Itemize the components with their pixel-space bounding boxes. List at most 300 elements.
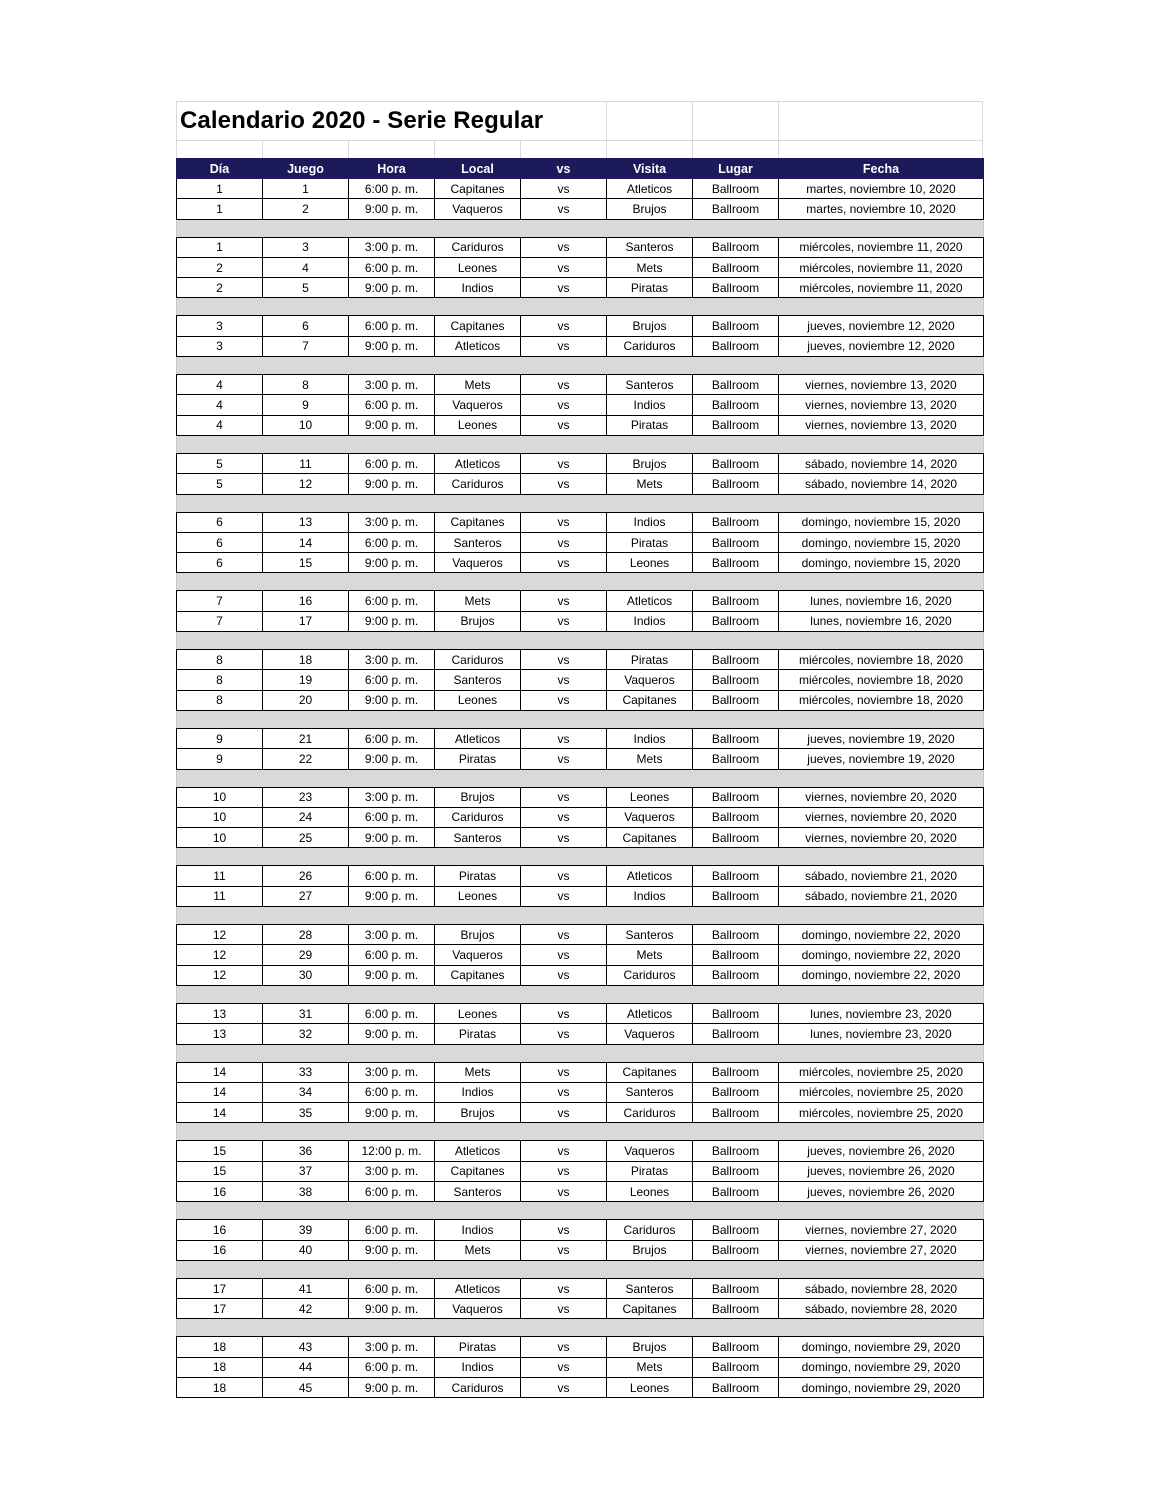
cell-visita: Vaqueros [607,807,693,827]
cell-local: Capitanes [435,512,521,532]
cell-fecha: miércoles, noviembre 25, 2020 [779,1082,984,1102]
cell-juego: 40 [263,1240,349,1260]
cell-visita: Cariduros [607,1220,693,1240]
cell-dia: 10 [177,828,263,848]
table-row [177,316,984,336]
cell-lugar: Ballroom [693,1082,779,1102]
cell-juego: 32 [263,1024,349,1044]
cell-local: Atleticos [435,453,521,473]
cell-fecha: martes, noviembre 10, 2020 [779,179,984,199]
cell-local: Piratas [435,1024,521,1044]
cell-lugar: Ballroom [693,1378,779,1398]
header-fecha: Fecha [779,159,984,179]
cell-vs: vs [521,278,607,298]
cell-visita: Santeros [607,1082,693,1102]
table-row [177,278,984,298]
separator-cell [177,494,984,512]
cell-visita: Mets [607,945,693,965]
cell-hora: 6:00 p. m. [349,453,435,473]
cell-dia: 7 [177,591,263,611]
cell-juego: 11 [263,453,349,473]
cell-vs: vs [521,1220,607,1240]
header-visita: Visita [607,159,693,179]
cell-vs: vs [521,257,607,277]
cell-local: Capitanes [435,965,521,985]
cell-local: Vaqueros [435,395,521,415]
cell-juego: 44 [263,1357,349,1377]
table-row [177,1220,984,1240]
table-row [177,1181,984,1201]
table-row [177,1141,984,1161]
cell-juego: 12 [263,474,349,494]
cell-visita: Indios [607,886,693,906]
cell-visita: Atleticos [607,591,693,611]
separator-row [177,985,984,1003]
cell-fecha: domingo, noviembre 22, 2020 [779,925,984,945]
separator-row [177,1123,984,1141]
cell-local: Cariduros [435,474,521,494]
cell-lugar: Ballroom [693,1181,779,1201]
cell-lugar: Ballroom [693,828,779,848]
cell-dia: 2 [177,257,263,277]
cell-vs: vs [521,591,607,611]
header-lugar: Lugar [693,159,779,179]
cell-local: Atleticos [435,1141,521,1161]
table-row [177,886,984,906]
cell-lugar: Ballroom [693,749,779,769]
separator-cell [177,769,984,787]
table-row [177,336,984,356]
cell-fecha: viernes, noviembre 13, 2020 [779,395,984,415]
cell-hora: 9:00 p. m. [349,199,435,219]
cell-lugar: Ballroom [693,1299,779,1319]
cell-fecha: domingo, noviembre 29, 2020 [779,1337,984,1357]
cell-hora: 6:00 p. m. [349,1181,435,1201]
cell-juego: 5 [263,278,349,298]
cell-local: Santeros [435,670,521,690]
cell-lugar: Ballroom [693,945,779,965]
cell-juego: 20 [263,690,349,710]
cell-visita: Piratas [607,278,693,298]
cell-visita: Atleticos [607,866,693,886]
cell-dia: 6 [177,532,263,552]
cell-fecha: sábado, noviembre 14, 2020 [779,474,984,494]
cell-lugar: Ballroom [693,787,779,807]
cell-visita: Piratas [607,1161,693,1181]
cell-hora: 3:00 p. m. [349,512,435,532]
separator-row [177,1202,984,1220]
cell-local: Mets [435,1240,521,1260]
cell-local: Cariduros [435,650,521,670]
cell-dia: 14 [177,1103,263,1123]
cell-visita: Mets [607,474,693,494]
cell-juego: 9 [263,395,349,415]
cell-lugar: Ballroom [693,1062,779,1082]
cell-dia: 5 [177,474,263,494]
cell-vs: vs [521,375,607,395]
cell-vs: vs [521,512,607,532]
cell-hora: 9:00 p. m. [349,336,435,356]
cell-lugar: Ballroom [693,415,779,435]
cell-vs: vs [521,1082,607,1102]
cell-fecha: martes, noviembre 10, 2020 [779,199,984,219]
cell-vs: vs [521,553,607,573]
cell-hora: 6:00 p. m. [349,257,435,277]
cell-local: Vaqueros [435,553,521,573]
table-row [177,828,984,848]
cell-hora: 6:00 p. m. [349,395,435,415]
table-row [177,650,984,670]
cell-vs: vs [521,945,607,965]
cell-hora: 3:00 p. m. [349,925,435,945]
table-row [177,395,984,415]
cell-vs: vs [521,866,607,886]
cell-fecha: lunes, noviembre 16, 2020 [779,611,984,631]
cell-local: Santeros [435,532,521,552]
table-row [177,1024,984,1044]
cell-hora: 6:00 p. m. [349,532,435,552]
cell-fecha: sábado, noviembre 28, 2020 [779,1278,984,1298]
cell-hora: 9:00 p. m. [349,474,435,494]
cell-dia: 16 [177,1181,263,1201]
cell-visita: Vaqueros [607,670,693,690]
cell-visita: Santeros [607,237,693,257]
table-row [177,1357,984,1377]
cell-juego: 41 [263,1278,349,1298]
cell-fecha: miércoles, noviembre 18, 2020 [779,690,984,710]
cell-local: Cariduros [435,807,521,827]
cell-juego: 39 [263,1220,349,1240]
table-row [177,1299,984,1319]
cell-vs: vs [521,474,607,494]
cell-vs: vs [521,1024,607,1044]
cell-dia: 18 [177,1337,263,1357]
separator-row [177,710,984,728]
cell-juego: 42 [263,1299,349,1319]
table-row [177,749,984,769]
cell-local: Indios [435,278,521,298]
cell-hora: 9:00 p. m. [349,1024,435,1044]
cell-dia: 11 [177,866,263,886]
cell-dia: 6 [177,512,263,532]
cell-hora: 3:00 p. m. [349,1062,435,1082]
cell-hora: 3:00 p. m. [349,1161,435,1181]
separator-row [177,573,984,591]
cell-local: Cariduros [435,237,521,257]
cell-local: Brujos [435,1103,521,1123]
cell-local: Atleticos [435,336,521,356]
cell-local: Leones [435,415,521,435]
cell-lugar: Ballroom [693,1161,779,1181]
cell-dia: 13 [177,1003,263,1023]
cell-dia: 2 [177,278,263,298]
cell-local: Piratas [435,1337,521,1357]
cell-lugar: Ballroom [693,670,779,690]
cell-hora: 9:00 p. m. [349,278,435,298]
cell-fecha: miércoles, noviembre 25, 2020 [779,1062,984,1082]
cell-visita: Capitanes [607,1062,693,1082]
separator-cell [177,710,984,728]
cell-local: Atleticos [435,728,521,748]
cell-dia: 12 [177,925,263,945]
table-row [177,1082,984,1102]
separator-row [177,632,984,650]
cell-dia: 1 [177,199,263,219]
cell-visita: Indios [607,611,693,631]
cell-fecha: domingo, noviembre 22, 2020 [779,965,984,985]
cell-lugar: Ballroom [693,278,779,298]
schedule-body [177,179,984,1398]
table-row [177,670,984,690]
cell-juego: 34 [263,1082,349,1102]
cell-dia: 17 [177,1278,263,1298]
cell-lugar: Ballroom [693,512,779,532]
cell-vs: vs [521,650,607,670]
cell-juego: 4 [263,257,349,277]
table-row [177,690,984,710]
cell-fecha: viernes, noviembre 27, 2020 [779,1240,984,1260]
cell-hora: 6:00 p. m. [349,1357,435,1377]
cell-lugar: Ballroom [693,690,779,710]
separator-cell [177,357,984,375]
cell-vs: vs [521,1278,607,1298]
header-dia: Día [177,159,263,179]
cell-fecha: viernes, noviembre 20, 2020 [779,807,984,827]
cell-fecha: domingo, noviembre 29, 2020 [779,1378,984,1398]
cell-lugar: Ballroom [693,237,779,257]
cell-dia: 10 [177,787,263,807]
cell-fecha: jueves, noviembre 19, 2020 [779,728,984,748]
separator-row [177,357,984,375]
table-row [177,1003,984,1023]
cell-vs: vs [521,670,607,690]
cell-vs: vs [521,1357,607,1377]
cell-hora: 9:00 p. m. [349,749,435,769]
cell-vs: vs [521,807,607,827]
cell-fecha: domingo, noviembre 15, 2020 [779,512,984,532]
cell-visita: Cariduros [607,1103,693,1123]
cell-dia: 4 [177,415,263,435]
cell-fecha: domingo, noviembre 22, 2020 [779,945,984,965]
cell-visita: Brujos [607,316,693,336]
cell-visita: Mets [607,1357,693,1377]
cell-juego: 10 [263,415,349,435]
cell-vs: vs [521,415,607,435]
cell-local: Leones [435,690,521,710]
cell-juego: 8 [263,375,349,395]
cell-local: Vaqueros [435,945,521,965]
cell-fecha: miércoles, noviembre 11, 2020 [779,237,984,257]
cell-fecha: sábado, noviembre 21, 2020 [779,886,984,906]
cell-dia: 17 [177,1299,263,1319]
cell-local: Mets [435,375,521,395]
cell-vs: vs [521,965,607,985]
cell-dia: 1 [177,179,263,199]
cell-vs: vs [521,828,607,848]
cell-visita: Leones [607,1378,693,1398]
cell-juego: 45 [263,1378,349,1398]
cell-juego: 19 [263,670,349,690]
cell-dia: 14 [177,1082,263,1102]
table-row [177,375,984,395]
cell-visita: Brujos [607,453,693,473]
cell-local: Santeros [435,828,521,848]
table-row [177,1240,984,1260]
cell-hora: 6:00 p. m. [349,1003,435,1023]
table-row [177,453,984,473]
cell-vs: vs [521,925,607,945]
separator-row [177,298,984,316]
cell-juego: 38 [263,1181,349,1201]
schedule-sheet [176,101,983,1398]
table-row [177,512,984,532]
table-row [177,474,984,494]
separator-cell [177,1260,984,1278]
cell-fecha: domingo, noviembre 29, 2020 [779,1357,984,1377]
separator-cell [177,1202,984,1220]
cell-juego: 25 [263,828,349,848]
cell-visita: Mets [607,749,693,769]
cell-visita: Vaqueros [607,1024,693,1044]
cell-fecha: domingo, noviembre 15, 2020 [779,532,984,552]
table-row [177,591,984,611]
table-row [177,1337,984,1357]
cell-juego: 37 [263,1161,349,1181]
cell-vs: vs [521,1378,607,1398]
cell-juego: 43 [263,1337,349,1357]
table-row [177,728,984,748]
cell-dia: 15 [177,1141,263,1161]
cell-vs: vs [521,1062,607,1082]
cell-local: Leones [435,1003,521,1023]
cell-visita: Brujos [607,1337,693,1357]
cell-dia: 6 [177,553,263,573]
cell-hora: 12:00 p. m. [349,1141,435,1161]
cell-local: Atleticos [435,1278,521,1298]
separator-row [177,435,984,453]
cell-hora: 6:00 p. m. [349,866,435,886]
cell-visita: Atleticos [607,1003,693,1023]
cell-juego: 15 [263,553,349,573]
cell-lugar: Ballroom [693,453,779,473]
cell-dia: 5 [177,453,263,473]
cell-juego: 31 [263,1003,349,1023]
separator-row [177,494,984,512]
cell-juego: 27 [263,886,349,906]
cell-vs: vs [521,316,607,336]
cell-visita: Vaqueros [607,1141,693,1161]
cell-lugar: Ballroom [693,807,779,827]
cell-dia: 9 [177,728,263,748]
cell-hora: 3:00 p. m. [349,1337,435,1357]
cell-fecha: miércoles, noviembre 25, 2020 [779,1103,984,1123]
cell-lugar: Ballroom [693,1337,779,1357]
separator-row [177,1319,984,1337]
cell-local: Mets [435,591,521,611]
cell-hora: 9:00 p. m. [349,1299,435,1319]
cell-visita: Leones [607,787,693,807]
cell-lugar: Ballroom [693,553,779,573]
cell-local: Capitanes [435,1161,521,1181]
cell-local: Capitanes [435,316,521,336]
table-row [177,1161,984,1181]
cell-lugar: Ballroom [693,532,779,552]
cell-visita: Brujos [607,1240,693,1260]
cell-local: Brujos [435,787,521,807]
cell-visita: Indios [607,512,693,532]
cell-juego: 30 [263,965,349,985]
separator-cell [177,985,984,1003]
separator-cell [177,573,984,591]
cell-hora: 6:00 p. m. [349,316,435,336]
cell-fecha: miércoles, noviembre 11, 2020 [779,257,984,277]
schedule-table [176,158,984,1398]
cell-juego: 29 [263,945,349,965]
cell-hora: 6:00 p. m. [349,807,435,827]
table-row [177,925,984,945]
cell-hora: 3:00 p. m. [349,787,435,807]
cell-lugar: Ballroom [693,1240,779,1260]
cell-visita: Capitanes [607,828,693,848]
cell-visita: Santeros [607,375,693,395]
cell-juego: 21 [263,728,349,748]
cell-hora: 9:00 p. m. [349,415,435,435]
separator-row [177,769,984,787]
cell-fecha: viernes, noviembre 20, 2020 [779,787,984,807]
cell-lugar: Ballroom [693,199,779,219]
table-row [177,1278,984,1298]
cell-dia: 3 [177,336,263,356]
cell-juego: 13 [263,512,349,532]
cell-juego: 2 [263,199,349,219]
cell-local: Cariduros [435,1378,521,1398]
cell-local: Vaqueros [435,199,521,219]
cell-visita: Indios [607,728,693,748]
table-row [177,179,984,199]
cell-dia: 8 [177,670,263,690]
cell-visita: Piratas [607,532,693,552]
table-row [177,415,984,435]
separator-row [177,219,984,237]
cell-fecha: miércoles, noviembre 18, 2020 [779,650,984,670]
cell-dia: 4 [177,375,263,395]
cell-vs: vs [521,787,607,807]
cell-lugar: Ballroom [693,591,779,611]
cell-fecha: lunes, noviembre 16, 2020 [779,591,984,611]
cell-hora: 3:00 p. m. [349,650,435,670]
cell-juego: 17 [263,611,349,631]
cell-vs: vs [521,179,607,199]
cell-lugar: Ballroom [693,1003,779,1023]
cell-lugar: Ballroom [693,375,779,395]
cell-hora: 9:00 p. m. [349,965,435,985]
separator-row [177,848,984,866]
cell-visita: Indios [607,395,693,415]
cell-vs: vs [521,237,607,257]
cell-dia: 14 [177,1062,263,1082]
cell-dia: 7 [177,611,263,631]
cell-local: Piratas [435,866,521,886]
cell-hora: 9:00 p. m. [349,886,435,906]
cell-lugar: Ballroom [693,257,779,277]
cell-dia: 9 [177,749,263,769]
cell-lugar: Ballroom [693,965,779,985]
cell-local: Leones [435,886,521,906]
cell-juego: 14 [263,532,349,552]
cell-juego: 6 [263,316,349,336]
cell-visita: Leones [607,553,693,573]
cell-lugar: Ballroom [693,1220,779,1240]
